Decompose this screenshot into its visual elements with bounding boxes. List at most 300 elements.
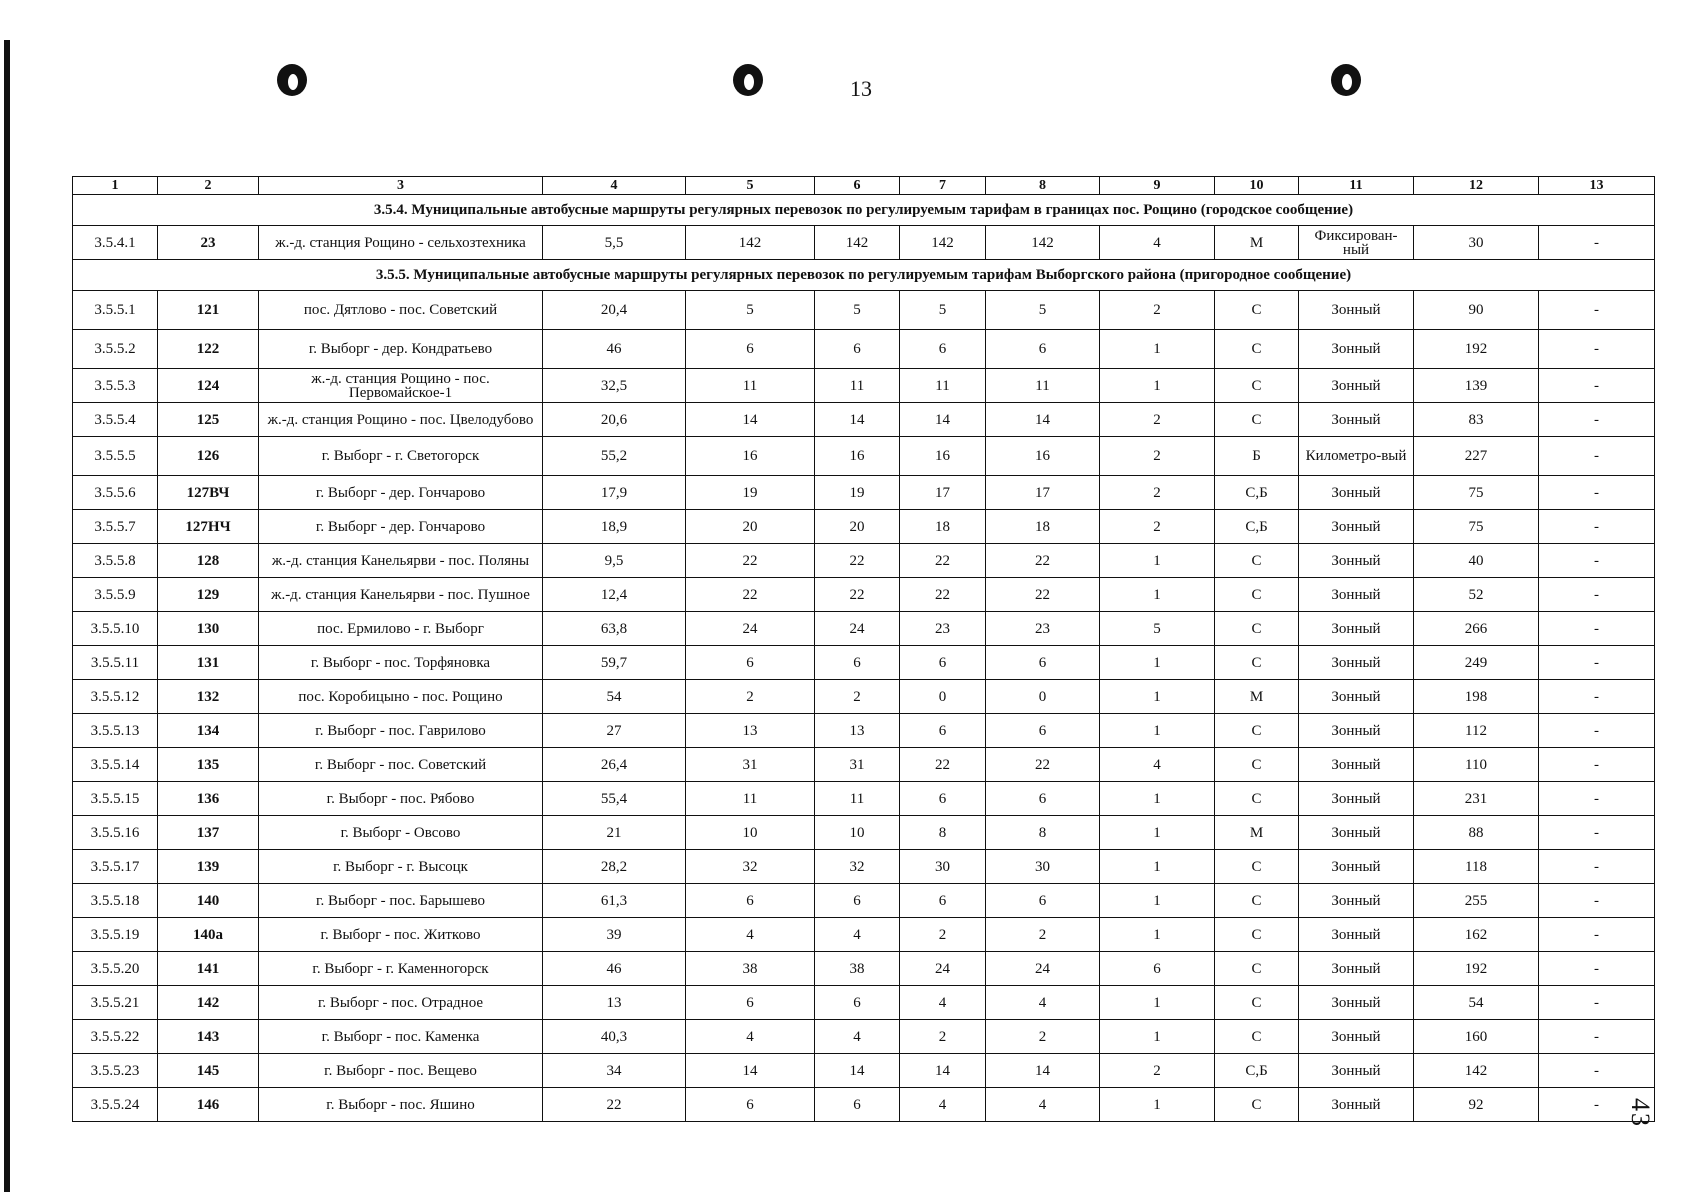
route-id: 3.5.5.16 [73,816,158,850]
vehicle-class: С [1215,291,1299,330]
tariff-type: Зонный [1299,816,1414,850]
vehicle-class: М [1215,226,1299,260]
table-row [73,714,1655,748]
table-row [73,330,1655,369]
route-number: 23 [158,226,259,260]
route-name: г. Выборг - г. Светогорск [259,437,543,476]
route-id: 3.5.5.1 [73,291,158,330]
route-id: 3.5.5.4 [73,403,158,437]
vehicle-class: С [1215,646,1299,680]
col-12: 192 [1414,330,1539,369]
column-header: 8 [986,177,1100,195]
route-number: 127ВЧ [158,476,259,510]
route-id: 3.5.4.1 [73,226,158,260]
route-name: ж.-д. станция Рощино - сельхозтехника [259,226,543,260]
col-8: 6 [986,884,1100,918]
col-8: 22 [986,544,1100,578]
col-12: 139 [1414,369,1539,403]
col-5: 22 [686,578,815,612]
vehicle-class: С [1215,403,1299,437]
route-number: 143 [158,1020,259,1054]
tariff-type: Зонный [1299,918,1414,952]
tariff-type: Зонный [1299,748,1414,782]
col-8: 24 [986,952,1100,986]
route-name: пос. Коробицыно - пос. Рощино [259,680,543,714]
col-9: 1 [1100,680,1215,714]
col-5: 20 [686,510,815,544]
route-number: 132 [158,680,259,714]
column-number-row [73,177,1655,195]
section-row [73,195,1655,226]
vehicle-class: С [1215,918,1299,952]
col-7: 17 [900,476,986,510]
col-13: - [1539,748,1655,782]
col-7: 8 [900,816,986,850]
col-8: 6 [986,782,1100,816]
column-header: 6 [815,177,900,195]
col-6: 11 [815,369,900,403]
route-name: ж.-д. станция Рощино - пос. Первомайское-1 [259,369,543,403]
col-8: 30 [986,850,1100,884]
col-13: - [1539,1054,1655,1088]
col-13: - [1539,437,1655,476]
col-12: 40 [1414,544,1539,578]
punch-hole-icon [1328,62,1364,98]
table-row [73,782,1655,816]
col-5: 4 [686,1020,815,1054]
route-number: 136 [158,782,259,816]
vehicle-class: С [1215,612,1299,646]
col-8: 18 [986,510,1100,544]
side-page-mark: 43 [1626,1098,1655,1128]
route-length: 22 [543,1088,686,1122]
tariff-type: Зонный [1299,884,1414,918]
col-7: 6 [900,714,986,748]
tariff-type: Зонный [1299,646,1414,680]
route-length: 17,9 [543,476,686,510]
table-row [73,544,1655,578]
col-7: 16 [900,437,986,476]
column-header: 4 [543,177,686,195]
route-length: 63,8 [543,612,686,646]
col-8: 6 [986,330,1100,369]
col-8: 14 [986,1054,1100,1088]
col-12: 30 [1414,226,1539,260]
col-7: 14 [900,403,986,437]
col-12: 162 [1414,918,1539,952]
table-row [73,291,1655,330]
col-13: - [1539,952,1655,986]
col-9: 2 [1100,1054,1215,1088]
route-number: 134 [158,714,259,748]
col-7: 18 [900,510,986,544]
col-8: 142 [986,226,1100,260]
route-length: 21 [543,816,686,850]
section-title: 3.5.5. Муниципальные автобусные маршруты регулярных перевозок по регулируемым тарифам Выборгского района (пригородное сообщение) [73,260,1655,291]
col-9: 1 [1100,1088,1215,1122]
col-8: 11 [986,369,1100,403]
route-name: г. Выборг - пос. Каменка [259,1020,543,1054]
route-name: ж.-д. станция Канельярви - пос. Поляны [259,544,543,578]
tariff-type: Зонный [1299,986,1414,1020]
col-12: 52 [1414,578,1539,612]
route-number: 126 [158,437,259,476]
route-length: 39 [543,918,686,952]
col-9: 2 [1100,403,1215,437]
vehicle-class: С [1215,850,1299,884]
route-length: 12,4 [543,578,686,612]
col-13: - [1539,544,1655,578]
route-id: 3.5.5.14 [73,748,158,782]
vehicle-class: С [1215,1020,1299,1054]
table-row [73,816,1655,850]
col-6: 11 [815,782,900,816]
route-length: 20,6 [543,403,686,437]
column-header: 7 [900,177,986,195]
tariff-type: Фиксирован-ный [1299,226,1414,260]
col-12: 255 [1414,884,1539,918]
route-number: 137 [158,816,259,850]
tariff-type: Зонный [1299,403,1414,437]
table-row [73,510,1655,544]
route-number: 140а [158,918,259,952]
scan-edge-bar [4,40,10,1192]
col-9: 1 [1100,850,1215,884]
col-5: 24 [686,612,815,646]
col-5: 5 [686,291,815,330]
vehicle-class: С [1215,748,1299,782]
col-7: 142 [900,226,986,260]
route-name: г. Выборг - пос. Советский [259,748,543,782]
tariff-type: Зонный [1299,291,1414,330]
col-13: - [1539,646,1655,680]
table-row [73,918,1655,952]
tariff-type: Зонный [1299,476,1414,510]
column-header: 5 [686,177,815,195]
col-5: 11 [686,369,815,403]
route-name: ж.-д. станция Рощино - пос. Цвелодубово [259,403,543,437]
route-length: 55,2 [543,437,686,476]
column-header: 10 [1215,177,1299,195]
vehicle-class: С,Б [1215,1054,1299,1088]
col-12: 266 [1414,612,1539,646]
col-7: 22 [900,578,986,612]
col-13: - [1539,1088,1655,1122]
route-id: 3.5.5.21 [73,986,158,1020]
table-row [73,1020,1655,1054]
col-9: 1 [1100,330,1215,369]
col-7: 24 [900,952,986,986]
col-5: 16 [686,437,815,476]
col-12: 118 [1414,850,1539,884]
route-name: г. Выборг - дер. Гончарово [259,476,543,510]
col-13: - [1539,1020,1655,1054]
col-9: 4 [1100,748,1215,782]
col-6: 38 [815,952,900,986]
col-8: 23 [986,612,1100,646]
route-number: 140 [158,884,259,918]
route-number: 146 [158,1088,259,1122]
col-12: 227 [1414,437,1539,476]
col-13: - [1539,369,1655,403]
route-id: 3.5.5.6 [73,476,158,510]
route-number: 127НЧ [158,510,259,544]
tariff-type: Зонный [1299,1088,1414,1122]
route-number: 129 [158,578,259,612]
route-number: 125 [158,403,259,437]
col-9: 1 [1100,1020,1215,1054]
tariff-type: Зонный [1299,510,1414,544]
col-8: 16 [986,437,1100,476]
route-length: 20,4 [543,291,686,330]
routes-table [72,176,1655,1122]
route-length: 18,9 [543,510,686,544]
col-8: 6 [986,646,1100,680]
col-12: 75 [1414,510,1539,544]
col-6: 2 [815,680,900,714]
section-title: 3.5.4. Муниципальные автобусные маршруты регулярных перевозок по регулируемым тарифам в границах пос. Рощино (городское сообщение) [73,195,1655,226]
col-7: 6 [900,646,986,680]
vehicle-class: М [1215,680,1299,714]
col-9: 1 [1100,816,1215,850]
route-number: 145 [158,1054,259,1088]
route-id: 3.5.5.20 [73,952,158,986]
col-9: 1 [1100,646,1215,680]
col-7: 11 [900,369,986,403]
col-5: 6 [686,330,815,369]
vehicle-class: С [1215,986,1299,1020]
table-row [73,986,1655,1020]
col-6: 20 [815,510,900,544]
col-6: 22 [815,578,900,612]
route-length: 46 [543,330,686,369]
col-8: 14 [986,403,1100,437]
col-12: 83 [1414,403,1539,437]
col-6: 16 [815,437,900,476]
route-length: 34 [543,1054,686,1088]
vehicle-class: М [1215,816,1299,850]
col-5: 22 [686,544,815,578]
route-id: 3.5.5.7 [73,510,158,544]
col-6: 14 [815,1054,900,1088]
col-12: 112 [1414,714,1539,748]
table-row [73,850,1655,884]
route-length: 61,3 [543,884,686,918]
route-id: 3.5.5.18 [73,884,158,918]
route-length: 5,5 [543,226,686,260]
col-9: 6 [1100,952,1215,986]
route-number: 121 [158,291,259,330]
col-5: 142 [686,226,815,260]
tariff-type: Зонный [1299,578,1414,612]
col-6: 31 [815,748,900,782]
col-7: 4 [900,986,986,1020]
col-13: - [1539,986,1655,1020]
route-name: г. Выборг - Овсово [259,816,543,850]
col-6: 13 [815,714,900,748]
col-6: 4 [815,918,900,952]
col-9: 4 [1100,226,1215,260]
col-12: 54 [1414,986,1539,1020]
col-13: - [1539,782,1655,816]
col-9: 1 [1100,369,1215,403]
route-name: г. Выборг - пос. Торфяновка [259,646,543,680]
col-7: 5 [900,291,986,330]
punch-hole-icon [274,62,310,98]
column-header: 1 [73,177,158,195]
tariff-type: Зонный [1299,612,1414,646]
col-13: - [1539,680,1655,714]
col-13: - [1539,884,1655,918]
col-7: 22 [900,748,986,782]
col-5: 14 [686,403,815,437]
col-13: - [1539,612,1655,646]
route-id: 3.5.5.2 [73,330,158,369]
col-12: 110 [1414,748,1539,782]
col-9: 1 [1100,782,1215,816]
page-number: 13 [850,76,872,101]
col-8: 22 [986,578,1100,612]
col-5: 6 [686,646,815,680]
table-row [73,403,1655,437]
route-length: 46 [543,952,686,986]
col-13: - [1539,816,1655,850]
col-6: 24 [815,612,900,646]
col-6: 19 [815,476,900,510]
table-row [73,612,1655,646]
route-length: 28,2 [543,850,686,884]
col-5: 38 [686,952,815,986]
vehicle-class: С [1215,578,1299,612]
tariff-type: Зонный [1299,850,1414,884]
vehicle-class: С [1215,330,1299,369]
col-9: 1 [1100,714,1215,748]
col-8: 4 [986,986,1100,1020]
table-row [73,748,1655,782]
col-6: 10 [815,816,900,850]
tariff-type: Зонный [1299,1054,1414,1088]
col-6: 32 [815,850,900,884]
routes-table-body [73,195,1655,1122]
col-7: 2 [900,918,986,952]
col-8: 5 [986,291,1100,330]
route-number: 141 [158,952,259,986]
col-12: 231 [1414,782,1539,816]
col-8: 4 [986,1088,1100,1122]
table-row [73,578,1655,612]
col-6: 6 [815,884,900,918]
table-row [73,437,1655,476]
tariff-type: Зонный [1299,1020,1414,1054]
col-13: - [1539,226,1655,260]
col-9: 2 [1100,476,1215,510]
column-header: 3 [259,177,543,195]
vehicle-class: Б [1215,437,1299,476]
col-12: 192 [1414,952,1539,986]
col-7: 14 [900,1054,986,1088]
vehicle-class: С [1215,782,1299,816]
col-7: 6 [900,884,986,918]
col-8: 8 [986,816,1100,850]
col-5: 14 [686,1054,815,1088]
route-id: 3.5.5.22 [73,1020,158,1054]
tariff-type: Зонный [1299,369,1414,403]
route-id: 3.5.5.8 [73,544,158,578]
col-8: 2 [986,918,1100,952]
table-row [73,226,1655,260]
route-number: 139 [158,850,259,884]
route-number: 122 [158,330,259,369]
punch-hole-icon [730,62,766,98]
col-5: 6 [686,1088,815,1122]
column-header: 12 [1414,177,1539,195]
col-9: 1 [1100,884,1215,918]
col-6: 6 [815,1088,900,1122]
section-row [73,260,1655,291]
route-name: пос. Дятлово - пос. Советский [259,291,543,330]
col-5: 19 [686,476,815,510]
vehicle-class: С [1215,1088,1299,1122]
table-row [73,476,1655,510]
col-9: 2 [1100,510,1215,544]
route-number: 124 [158,369,259,403]
route-length: 27 [543,714,686,748]
route-name: г. Выборг - пос. Вещево [259,1054,543,1088]
column-header: 9 [1100,177,1215,195]
route-length: 40,3 [543,1020,686,1054]
route-id: 3.5.5.3 [73,369,158,403]
col-6: 6 [815,986,900,1020]
col-6: 22 [815,544,900,578]
column-header: 2 [158,177,259,195]
route-name: г. Выборг - пос. Гаврилово [259,714,543,748]
col-13: - [1539,918,1655,952]
route-length: 32,5 [543,369,686,403]
col-9: 1 [1100,544,1215,578]
col-12: 75 [1414,476,1539,510]
route-number: 135 [158,748,259,782]
col-6: 6 [815,646,900,680]
col-6: 4 [815,1020,900,1054]
col-13: - [1539,476,1655,510]
table-row [73,1088,1655,1122]
col-8: 2 [986,1020,1100,1054]
col-7: 6 [900,330,986,369]
route-name: ж.-д. станция Канельярви - пос. Пушное [259,578,543,612]
col-8: 6 [986,714,1100,748]
col-7: 30 [900,850,986,884]
vehicle-class: С [1215,369,1299,403]
route-name: г. Выборг - дер. Кондратьево [259,330,543,369]
col-8: 17 [986,476,1100,510]
route-id: 3.5.5.9 [73,578,158,612]
col-13: - [1539,850,1655,884]
col-13: - [1539,578,1655,612]
vehicle-class: С [1215,714,1299,748]
route-name: г. Выборг - пос. Отрадное [259,986,543,1020]
route-number: 128 [158,544,259,578]
col-9: 5 [1100,612,1215,646]
table-row [73,369,1655,403]
col-7: 23 [900,612,986,646]
route-id: 3.5.5.19 [73,918,158,952]
tariff-type: Зонный [1299,714,1414,748]
tariff-type: Зонный [1299,680,1414,714]
vehicle-class: С,Б [1215,510,1299,544]
col-12: 142 [1414,1054,1539,1088]
col-7: 22 [900,544,986,578]
col-6: 5 [815,291,900,330]
